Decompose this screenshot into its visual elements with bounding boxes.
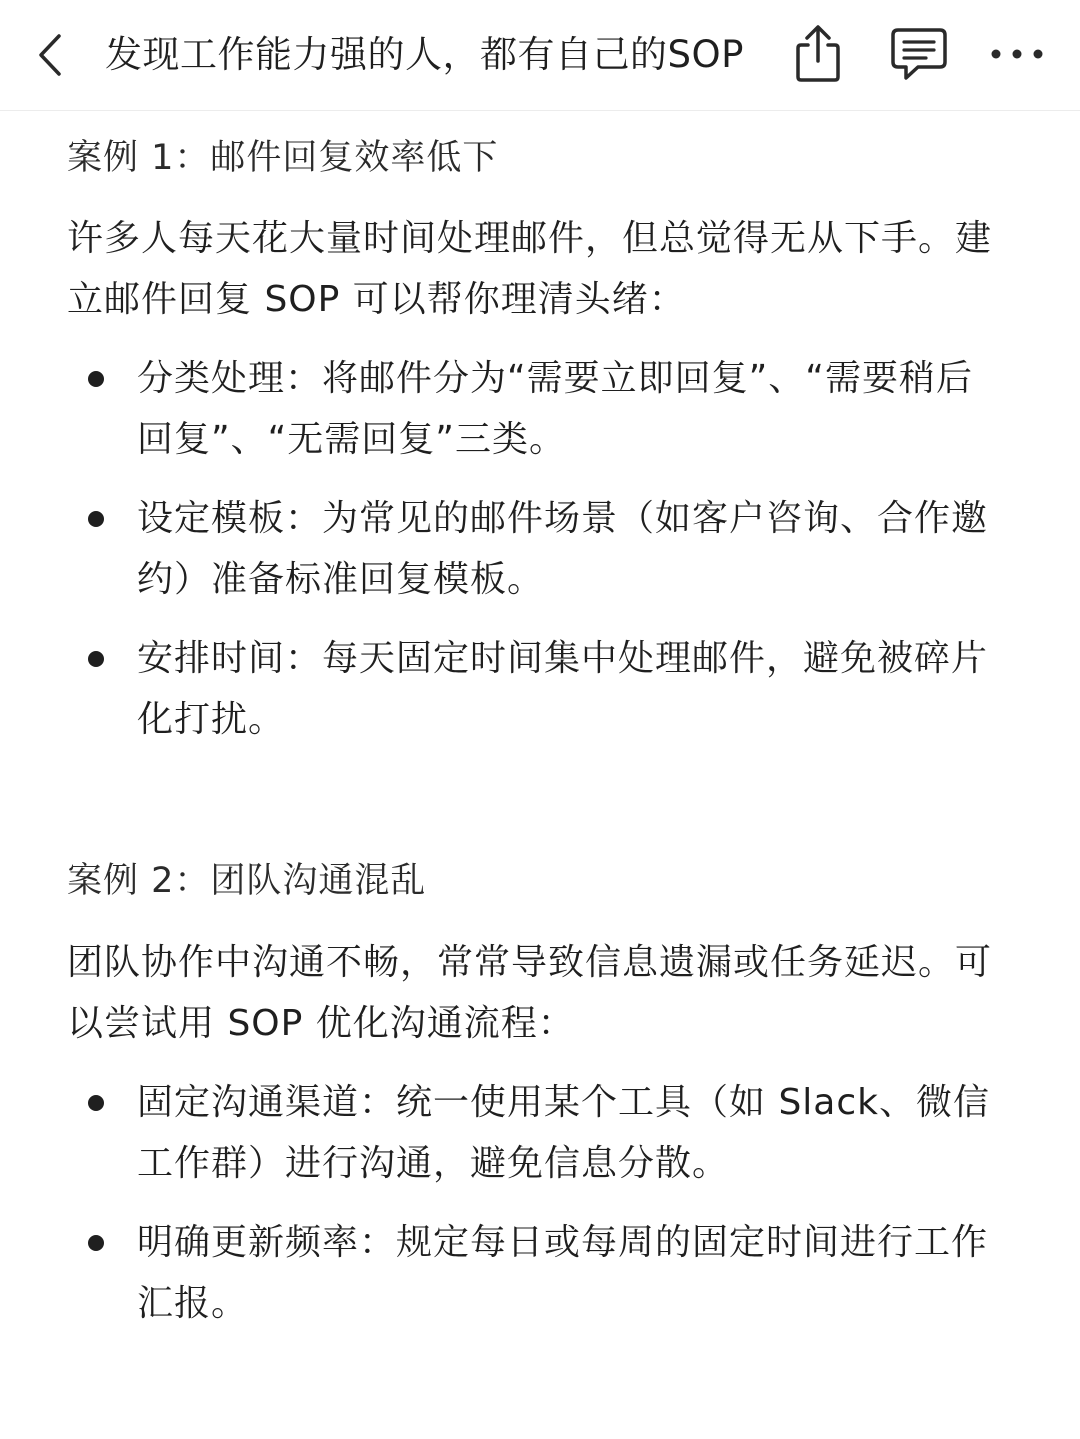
case2-intro: 团队协作中沟通不畅，常常导致信息遗漏或任务延迟。可以尝试用 SOP 优化沟通流程： xyxy=(67,942,993,1044)
more-horizontal-icon xyxy=(987,46,1047,62)
bullet-icon xyxy=(88,651,104,667)
list-item xyxy=(0,1072,1007,1194)
top-navbar xyxy=(0,0,1080,111)
comment-icon xyxy=(888,24,950,84)
bullet-icon xyxy=(88,1235,104,1251)
list-item-text: 明确更新频率：规定每日或每周的固定时间进行工作汇报。 xyxy=(137,1222,989,1324)
case2-bullet-list xyxy=(0,1072,1080,1352)
more-button[interactable] xyxy=(983,20,1051,88)
list-item xyxy=(0,628,1007,750)
bullet-icon xyxy=(88,1095,104,1111)
list-item xyxy=(0,348,1007,470)
share-icon xyxy=(791,23,845,85)
list-item-text: 固定沟通渠道：统一使用某个工具（如 Slack、微信工作群）进行沟通，避免信息分散。 xyxy=(137,1082,990,1184)
page-title: 发现工作能力强的人，都有自己的SOP xyxy=(105,33,744,76)
list-item xyxy=(0,488,1007,610)
bullet-icon xyxy=(88,371,104,387)
case1-intro: 许多人每天花大量时间处理邮件，但总觉得无从下手。建立邮件回复 SOP 可以帮你理清头绪： xyxy=(67,218,993,320)
share-button[interactable] xyxy=(784,20,852,88)
comment-button[interactable] xyxy=(885,20,953,88)
list-item-text: 安排时间：每天固定时间集中处理邮件，避免被碎片化打扰。 xyxy=(137,638,989,740)
list-item xyxy=(0,1212,1007,1334)
back-button[interactable] xyxy=(28,25,72,85)
case2-heading: 案例 2：团队沟通混乱 xyxy=(67,861,427,901)
list-item-text: 分类处理：将邮件分为“需要立即回复”、“需要稍后回复”、“无需回复”三类。 xyxy=(137,358,973,460)
chevron-left-icon xyxy=(35,32,65,78)
case1-heading: 案例 1：邮件回复效率低下 xyxy=(67,138,499,178)
case1-bullet-list xyxy=(0,348,1080,768)
list-item-text: 设定模板：为常见的邮件场景（如客户咨询、合作邀约）准备标准回复模板。 xyxy=(137,498,989,600)
bullet-icon xyxy=(88,511,104,527)
